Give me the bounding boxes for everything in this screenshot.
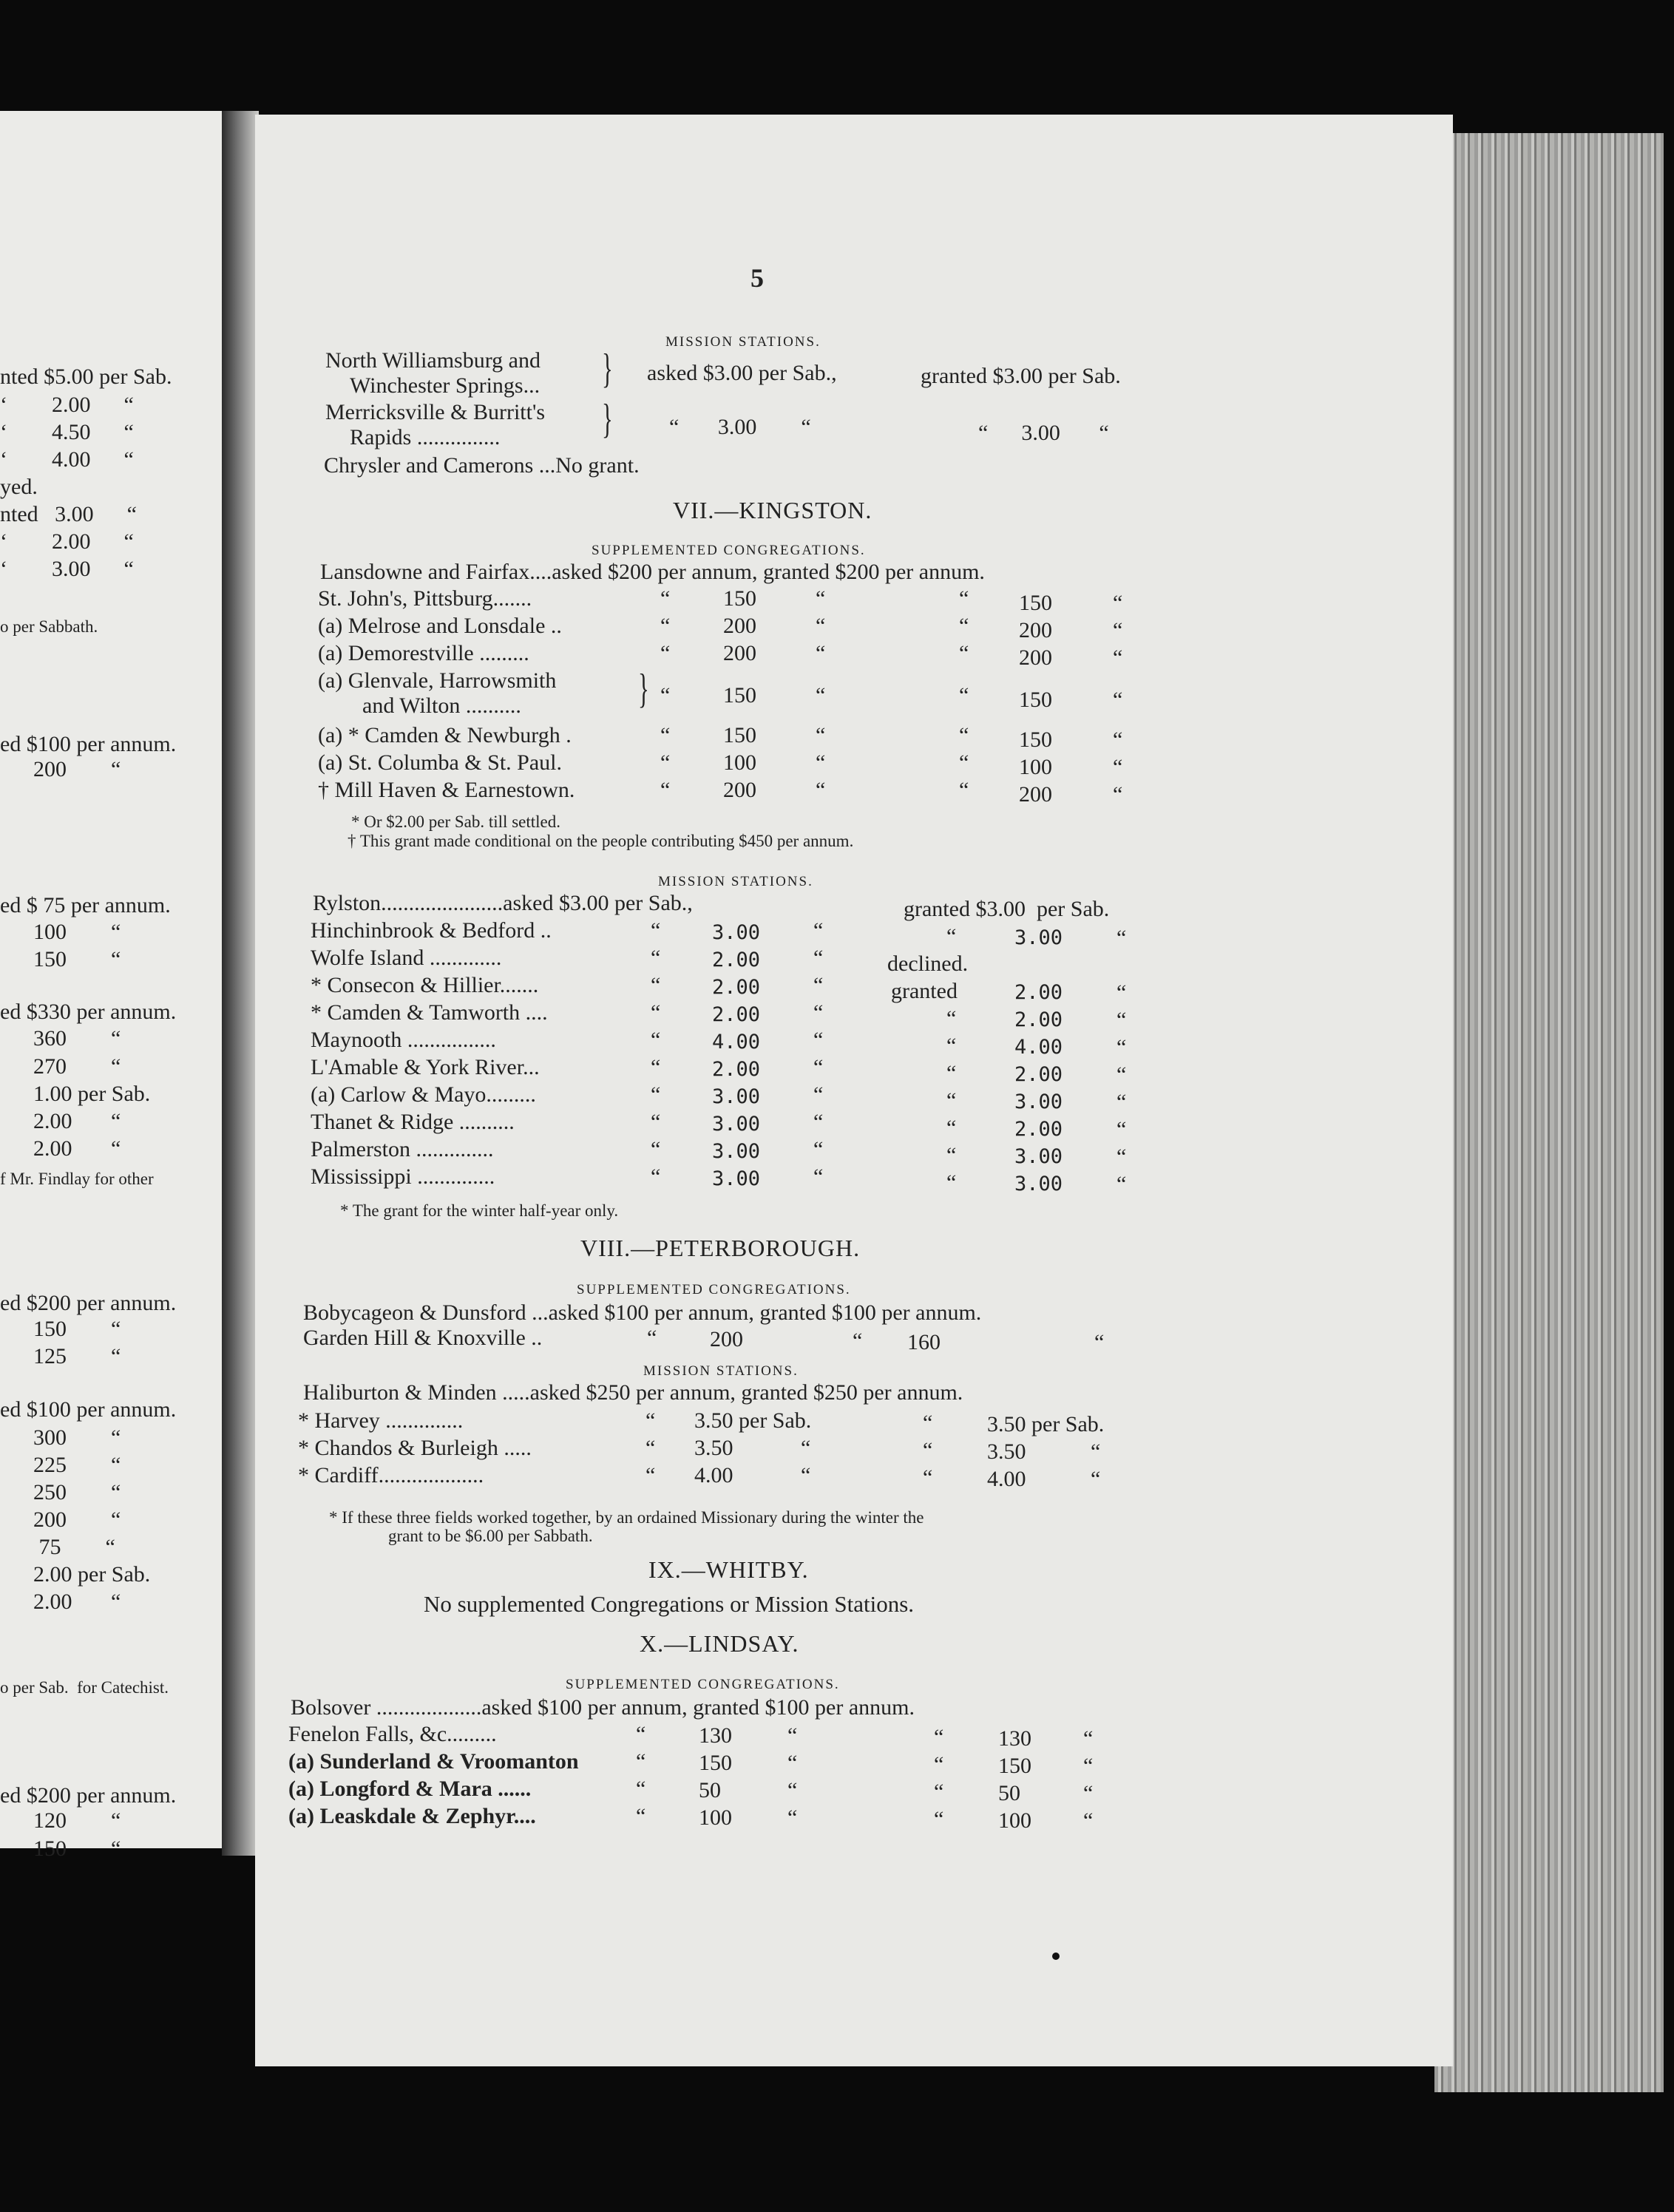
granted-value: 200 [1019,645,1052,670]
ditto-mark: “ [651,1055,661,1079]
left-page-line: ‘ 2.00 “ [0,529,134,554]
left-page-line: ed $330 per annum. [0,1000,177,1024]
ditto-mark: “ [923,1411,933,1435]
ditto-mark: “ [1083,1754,1094,1778]
ditto-mark: “ [816,586,826,611]
ditto-mark: “ [946,1034,957,1058]
left-page-line: 200 “ [0,757,121,781]
asked-value: 100 [723,750,756,775]
asked-value: 200 [723,614,756,638]
ditto-mark: “ [636,1804,646,1828]
ditto-mark: “ [813,1137,824,1161]
granted-value: granted [891,979,958,1003]
ditto-mark: “ [1116,1035,1127,1059]
asked-value: asked $3.00 per Sab., [647,361,837,385]
left-page-line: ed $200 per annum. [0,1291,177,1315]
ditto-mark: “ [934,1725,944,1749]
ditto-mark: “ [813,1164,824,1189]
section-heading-whitby: IX.—WHITBY. [648,1556,809,1583]
granted-value: 130 [998,1726,1031,1751]
ditto-mark: “ [946,1116,957,1140]
ditto-mark: “ [813,973,824,997]
left-page-line: 2.00 per Sab. [0,1562,151,1587]
ditto-mark: “ [816,641,826,665]
ditto-mark: “ [801,1463,811,1487]
ditto-mark: “ [813,1028,824,1052]
asked-value: 150 [723,683,756,708]
congregation-name: (a) Demorestville ......... [318,641,529,665]
granted-value: 150 [1019,688,1052,712]
ditto-mark: “ [1116,1090,1127,1114]
ditto-mark: “ [645,1436,656,1460]
left-page-line: 1.00 per Sab. [0,1082,151,1106]
asked-value: 50 [699,1778,721,1802]
mission-station-name: Thanet & Ridge .......... [311,1110,515,1134]
congregation-row: Bolsover ...................asked $100 per annum, granted $100 per annum. [291,1695,915,1720]
granted-value: 3.50 per Sab. [987,1412,1105,1436]
granted-value: 3.50 [987,1439,1026,1464]
mission-row: Haliburton & Minden .....asked $250 per annum, granted $250 per annum. [303,1380,963,1405]
ditto-mark: “ [1116,1117,1127,1141]
ditto-mark: “ [816,750,826,775]
mission-station-name: * Chandos & Burleigh ..... [298,1436,532,1460]
granted-value: 160 [907,1330,941,1354]
ditto-mark: “ [853,1329,863,1353]
ditto-mark: “ [660,586,671,611]
book-gutter [222,111,259,1856]
granted-value: granted $3.00 per Sab. [904,897,1110,921]
supplemented-heading: SUPPLEMENTED CONGREGATIONS. [566,1677,840,1692]
ditto-mark: “ [651,1000,661,1025]
ditto-mark: “ [813,946,824,970]
ditto-mark: “ [959,586,969,611]
section-heading-lindsay: X.—LINDSAY. [640,1630,799,1657]
granted-value: declined. [887,951,969,976]
asked-value: 3.50 [694,1436,733,1460]
ditto-mark: “ [934,1780,944,1804]
page-number: 5 [750,263,764,293]
ditto-mark: “ [946,1061,957,1085]
ditto-mark: “ [1113,645,1123,670]
right-page [255,115,1453,2066]
station-name-line: Winchester Springs... [350,373,541,398]
congregation-name: (a) Glenvale, Harrowsmith [318,668,557,693]
left-page-line: f Mr. Findlay for other [0,1170,154,1188]
ditto-mark: “ [816,778,826,802]
ditto-mark: “ [647,1326,657,1350]
granted-value: 3.00 [1014,1090,1063,1113]
asked-value: 200 [710,1327,743,1351]
ditto-mark: “ [1116,1144,1127,1169]
mission-row: Rylston......................asked $3.00 per Sab., [313,891,693,915]
asked-value: 200 [723,778,756,802]
mission-station-name: (a) Carlow & Mayo......... [311,1082,536,1107]
mission-station-name: Palmerston .............. [311,1137,494,1161]
asked-value: 4.00 [694,1463,733,1487]
ditto-mark: “ [813,1055,824,1079]
ditto-mark: “ [651,1082,661,1107]
ditto-mark: “ [645,1463,656,1487]
ditto-mark: “ [1091,1439,1101,1464]
congregation-name: Garden Hill & Knoxville .. [303,1326,543,1350]
left-page-line: o per Sab. for Catechist. [0,1678,169,1697]
mission-station-name: Wolfe Island ............. [311,946,502,970]
ditto-mark: “ [636,1722,646,1746]
ditto-mark: “ [1083,1808,1094,1833]
ditto-mark: “ [813,1110,824,1134]
granted-value: 200 [1019,618,1052,642]
granted-value: 150 [1019,591,1052,615]
ditto-mark: “ [645,1408,656,1433]
congregation-name: (a) Melrose and Lonsdale .. [318,614,562,638]
ditto-mark: “ [816,723,826,747]
congregation-name: and Wilton .......... [362,693,521,718]
ditto-mark: “ [660,723,671,747]
granted-value: granted $3.00 per Sab. [921,364,1121,388]
left-page-line: ed $100 per annum. [0,732,177,756]
ditto-mark: “ [959,614,969,638]
mission-stations-heading: MISSION STATIONS. [665,334,821,350]
left-page-line: 2.00 “ [0,1109,121,1133]
footnote: grant to be $6.00 per Sabbath. [388,1527,593,1545]
ditto-mark: “ [946,1006,957,1031]
asked-value: 150 [699,1751,732,1775]
congregation-row: Bobycageon & Dunsford ...asked $100 per annum, granted $100 per annum. [303,1300,982,1325]
granted-value: “ 3.00 “ [978,421,1109,445]
ditto-mark: “ [946,1143,957,1167]
ditto-mark: “ [934,1807,944,1831]
asked-value: 150 [723,723,756,747]
ditto-mark: “ [651,1164,661,1189]
ditto-mark: “ [660,750,671,775]
left-page-line: ‘ 4.50 “ [0,420,134,444]
asked-value: 130 [699,1723,732,1748]
asked-value: “ 3.00 “ [669,415,811,439]
supplemented-heading: SUPPLEMENTED CONGREGATIONS. [592,543,866,558]
ditto-mark: “ [651,1028,661,1052]
brace: } [602,396,613,442]
left-page-line: ‘ 3.00 “ [0,557,134,581]
footnote: * Or $2.00 per Sab. till settled. [351,812,560,831]
ditto-mark: “ [923,1465,933,1490]
mission-station-name: * Harvey .............. [298,1408,464,1433]
asked-value: 100 [699,1805,732,1830]
book-page-edges [1434,133,1664,2092]
ditto-mark: “ [959,750,969,775]
ditto-mark: “ [787,1778,798,1802]
asked-value: 3.00 [712,1167,761,1190]
left-page-line: 250 “ [0,1480,121,1504]
congregation-name: † Mill Haven & Earnestown. [318,778,575,802]
congregation-row: Lansdowne and Fairfax....asked $200 per annum, granted $200 per annum. [320,560,985,584]
ditto-mark: “ [801,1436,811,1460]
left-page-line: ed $ 75 per annum. [0,893,171,917]
asked-value: 3.00 [712,1085,761,1108]
granted-value: 150 [998,1754,1031,1778]
left-page-fragment [0,111,229,1861]
congregation-name: (a) Longford & Mara ...... [288,1777,532,1801]
ditto-mark: “ [651,946,661,970]
left-page-line: 200 “ [0,1507,121,1532]
ditto-mark: “ [1083,1781,1094,1805]
mission-station-name: Maynooth ................ [311,1028,496,1052]
station-name-line: North Williamsburg and [325,348,541,373]
ditto-mark: “ [1116,1062,1127,1087]
ditto-mark: “ [787,1723,798,1748]
mission-stations-heading: MISSION STATIONS. [643,1363,799,1379]
left-page-line: ed $100 per annum. [0,1397,177,1422]
left-page-line: 125 “ [0,1344,121,1368]
mission-station-name: * Cardiff................... [298,1463,484,1487]
congregation-name: (a) Leaskdale & Zephyr.... [288,1804,536,1828]
granted-value: 4.00 [987,1467,1026,1491]
left-page-line: nted $5.00 per Sab. [0,364,172,389]
ditto-mark: “ [959,683,969,708]
mission-station-name: L'Amable & York River... [311,1055,540,1079]
mission-station-name: * Camden & Tamworth .... [311,1000,548,1025]
mission-station-name: Mississippi .............. [311,1164,495,1189]
asked-value: 3.00 [712,1113,761,1136]
ditto-mark: “ [1116,1172,1127,1196]
ditto-mark: “ [934,1752,944,1777]
ink-spot [1052,1953,1060,1960]
ditto-mark: “ [813,1082,824,1107]
ditto-mark: “ [959,778,969,802]
asked-value: 4.00 [712,1031,761,1054]
congregation-name: (a) Sunderland & Vroomanton [288,1749,579,1774]
left-page-line: 2.00 “ [0,1590,121,1614]
section-heading-kingston: VII.—KINGSTON. [673,497,872,523]
granted-value: 2.00 [1014,981,1063,1004]
ditto-mark: “ [787,1805,798,1830]
asked-value: 2.00 [712,1058,761,1081]
congregation-name: (a) St. Columba & St. Paul. [318,750,562,775]
section-heading-peterborough: VIII.—PETERBOROUGH. [580,1235,861,1261]
granted-value: 200 [1019,782,1052,807]
ditto-mark: “ [787,1751,798,1775]
left-page-line: 120 “ [0,1808,121,1833]
granted-value: 100 [998,1808,1031,1833]
ditto-mark: “ [660,641,671,665]
left-page-line: 225 “ [0,1453,121,1477]
ditto-mark: “ [651,1110,661,1134]
left-page-line: 300 “ [0,1425,121,1450]
ditto-mark: “ [651,973,661,997]
ditto-mark: “ [636,1777,646,1801]
ditto-mark: “ [660,683,671,708]
ditto-mark: “ [1116,926,1127,950]
granted-value: 150 [1019,727,1052,752]
left-page-line: 360 “ [0,1026,121,1051]
granted-value: 3.00 [1014,926,1063,949]
left-page-line: 150 “ [0,947,121,971]
ditto-mark: “ [1094,1330,1105,1354]
granted-value: 2.00 [1014,1063,1063,1086]
brace: } [602,346,613,392]
granted-value: 3.00 [1014,1173,1063,1195]
supplemented-heading: SUPPLEMENTED CONGREGATIONS. [577,1282,851,1297]
ditto-mark: “ [1113,618,1123,642]
left-page-line: o per Sabbath. [0,617,98,636]
station-name-line: Rapids ............... [350,425,501,449]
ditto-mark: “ [1083,1726,1094,1751]
left-page-line: ‘ 2.00 “ [0,393,134,417]
ditto-mark: “ [959,723,969,747]
ditto-mark: “ [813,918,824,943]
ditto-mark: “ [1113,755,1123,779]
mission-station-name: Hinchinbrook & Bedford .. [311,918,552,943]
ditto-mark: “ [1113,591,1123,615]
ditto-mark: “ [946,1088,957,1113]
asked-value: 2.00 [712,976,761,999]
ditto-mark: “ [636,1749,646,1774]
ditto-mark: “ [1116,980,1127,1005]
ditto-mark: “ [660,778,671,802]
left-page-line: nted 3.00 “ [0,502,137,526]
congregation-name: St. John's, Pittsburg....... [318,586,532,611]
brace: } [638,666,649,712]
no-grant-line: Chrysler and Camerons ...No grant. [324,453,640,478]
ditto-mark: “ [946,1170,957,1195]
asked-value: 3.50 per Sab. [694,1408,812,1433]
ditto-mark: “ [660,614,671,638]
granted-value: 3.00 [1014,1145,1063,1168]
left-page-line: 150 “ [0,1317,121,1341]
granted-value: 100 [1019,755,1052,779]
mission-station-name: * Consecon & Hillier....... [311,973,539,997]
ditto-mark: “ [1113,727,1123,752]
ditto-mark: “ [946,924,957,949]
left-page-line: yed. [0,475,38,499]
granted-value: 2.00 [1014,1008,1063,1031]
asked-value: 3.00 [712,1140,761,1163]
granted-value: 50 [998,1781,1020,1805]
footnote: * The grant for the winter half-year only. [340,1201,619,1220]
congregation-name: (a) * Camden & Newburgh . [318,723,572,747]
granted-value: 2.00 [1014,1118,1063,1141]
ditto-mark: “ [1113,688,1123,712]
ditto-mark: “ [813,1000,824,1025]
ditto-mark: “ [816,683,826,708]
left-page-line: 150 “ [0,1836,121,1861]
asked-value: 2.00 [712,1003,761,1026]
ditto-mark: “ [651,1137,661,1161]
left-page-line: 2.00 “ [0,1136,121,1161]
ditto-mark: “ [1091,1467,1101,1491]
asked-value: 150 [723,586,756,611]
footnote: † This grant made conditional on the people contributing $450 per annum. [348,832,854,850]
asked-value: 3.00 [712,921,761,944]
granted-value: 4.00 [1014,1036,1063,1059]
asked-value: 2.00 [712,949,761,971]
left-page-line: 75 “ [0,1535,115,1559]
ditto-mark: “ [651,918,661,943]
station-name-line: Merricksville & Burritt's [325,400,546,424]
ditto-mark: “ [816,614,826,638]
left-page-line: ‘ 4.00 “ [0,447,134,472]
footnote: * If these three fields worked together, by an ordained Missionary during the winter the [329,1508,924,1527]
ditto-mark: “ [959,641,969,665]
ditto-mark: “ [1113,782,1123,807]
left-page-line: 100 “ [0,920,121,944]
congregation-name: Fenelon Falls, &c......... [288,1722,497,1746]
asked-value: 200 [723,641,756,665]
ditto-mark: “ [923,1438,933,1462]
mission-stations-heading: MISSION STATIONS. [658,874,813,889]
left-page-line: ed $200 per annum. [0,1783,177,1808]
whitby-note: No supplemented Congregations or Mission Stations. [424,1591,915,1617]
ditto-mark: “ [1116,1008,1127,1032]
left-page-line: 270 “ [0,1054,121,1079]
